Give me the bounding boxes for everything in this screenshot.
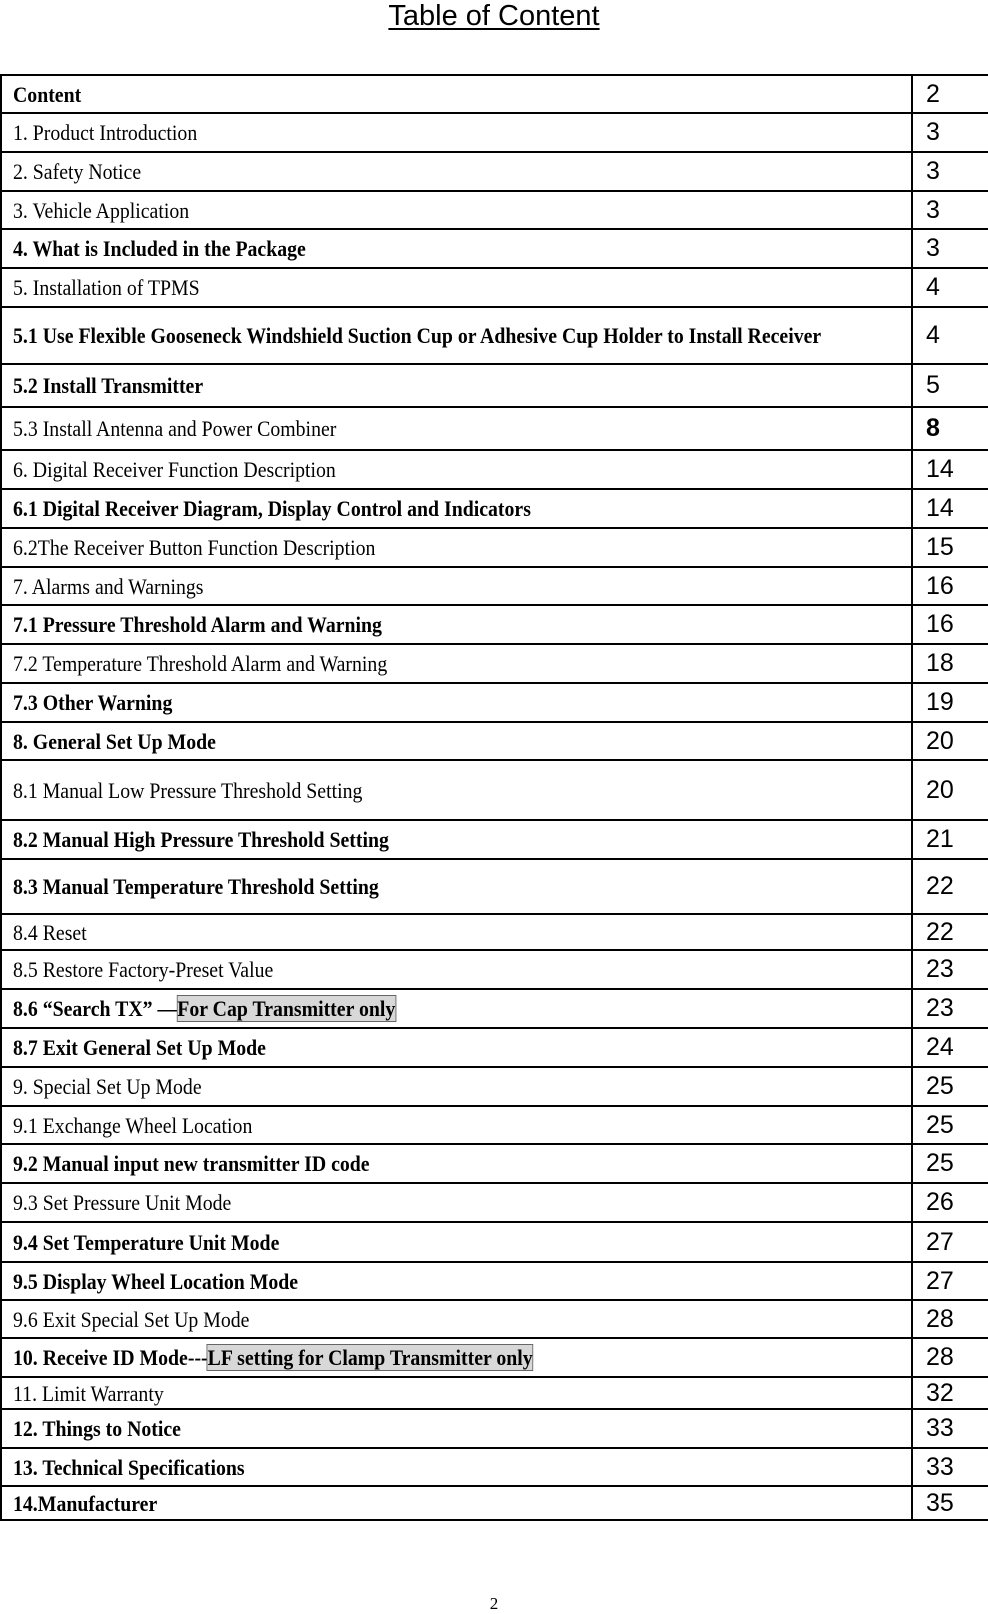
toc-entry-text: 9.1 Exchange Wheel Location [13, 1112, 253, 1138]
toc-row [1, 1409, 988, 1448]
toc-page-number: 23 [912, 989, 988, 1028]
toc-entry-text: 9.5 Display Wheel Location Mode [13, 1268, 299, 1294]
toc-entry [1, 1028, 912, 1067]
toc-entry [1, 307, 912, 364]
toc-row [1, 152, 988, 191]
toc-page-number: 22 [912, 859, 988, 914]
toc-page-number: 20 [912, 722, 988, 760]
toc-row [1, 229, 988, 268]
toc-page-number: 16 [912, 567, 988, 605]
toc-page-number: 4 [912, 307, 988, 364]
toc-entry-text: 7.1 Pressure Threshold Alarm and Warning [13, 612, 382, 637]
toc-entry-text: 7. Alarms and Warnings [13, 573, 204, 599]
toc-entry-text: 11. Limit Warranty [13, 1380, 164, 1406]
toc-row [1, 528, 988, 567]
toc-row [1, 914, 988, 950]
toc-entry-text: 13. Technical Specifications [13, 1454, 245, 1480]
toc-page-number: 3 [912, 229, 988, 268]
toc-entry [1, 1409, 912, 1448]
toc-page-number: 22 [912, 914, 988, 950]
toc-row [1, 1067, 988, 1106]
toc-page-number: 27 [912, 1222, 988, 1262]
toc-row [1, 268, 988, 307]
toc-entry-text: 6.2The Receiver Button Function Description [13, 535, 376, 560]
toc-row [1, 1448, 988, 1486]
toc-row [1, 489, 988, 528]
toc-entry-text: 9.2 Manual input new transmitter ID code [13, 1151, 370, 1176]
toc-page-number: 4 [912, 268, 988, 307]
toc-entry [1, 75, 912, 113]
toc-entry [1, 528, 912, 567]
toc-entry [1, 1448, 912, 1486]
toc-row [1, 1183, 988, 1222]
toc-page-number: 14 [912, 489, 988, 528]
toc-row [1, 644, 988, 683]
toc-row [1, 191, 988, 229]
toc-entry-text: 8.3 Manual Temperature Threshold Setting [13, 874, 379, 899]
toc-row [1, 364, 988, 407]
toc-page-number: 3 [912, 191, 988, 229]
toc-entry [1, 229, 912, 268]
toc-page-number: 26 [912, 1183, 988, 1222]
toc-entry-text: 8.6 “Search TX” — [13, 996, 178, 1021]
toc-row [1, 1338, 988, 1377]
toc-page-number: 24 [912, 1028, 988, 1067]
toc-page-number: 21 [912, 820, 988, 859]
toc-entry-text: 3. Vehicle Application [13, 197, 190, 223]
toc-entry [1, 450, 912, 489]
toc-row [1, 760, 988, 820]
toc-entry [1, 1338, 912, 1377]
toc-row [1, 1144, 988, 1183]
toc-entry-text: 5.1 Use Flexible Gooseneck Windshield Suction Cup or Adhesive Cup Holder to Install Receiver [13, 323, 822, 348]
toc-page-number: 19 [912, 683, 988, 722]
toc-entry-text: 14.Manufacturer [13, 1490, 158, 1516]
toc-entry-text: 8.1 Manual Low Pressure Threshold Setting [13, 777, 363, 803]
toc-entry [1, 950, 912, 989]
toc-entry [1, 605, 912, 644]
toc-entry [1, 113, 912, 152]
toc-row [1, 1028, 988, 1067]
toc-table [0, 74, 988, 1521]
toc-entry-text: 8.7 Exit General Set Up Mode [13, 1035, 266, 1060]
toc-entry-highlight: For Cap Transmitter only [177, 996, 396, 1021]
toc-entry [1, 989, 912, 1028]
toc-entry [1, 644, 912, 683]
toc-page-number: 32 [912, 1377, 988, 1409]
toc-entry-text: 5. Installation of TPMS [13, 275, 200, 300]
toc-entry [1, 268, 912, 307]
toc-entry [1, 1106, 912, 1144]
toc-page-number: 15 [912, 528, 988, 567]
toc-page-number: 28 [912, 1338, 988, 1377]
toc-entry [1, 859, 912, 914]
toc-row [1, 1300, 988, 1338]
toc-row [1, 989, 988, 1028]
toc-entry-text: 1. Product Introduction [13, 120, 198, 145]
toc-row [1, 1486, 988, 1520]
toc-entry-text: 5.3 Install Antenna and Power Combiner [13, 416, 337, 441]
toc-entry-text: 8.2 Manual High Pressure Threshold Setting [13, 827, 389, 852]
toc-page-number: 2 [912, 75, 988, 113]
toc-entry [1, 1377, 912, 1409]
toc-row [1, 407, 988, 450]
toc-page-number: 16 [912, 605, 988, 644]
toc-page-number: 5 [912, 364, 988, 407]
toc-entry [1, 1067, 912, 1106]
toc-row [1, 820, 988, 859]
toc-entry-text: 12. Things to Notice [13, 1416, 181, 1441]
toc-entry-highlight: LF setting for Clamp Transmitter only [207, 1345, 533, 1370]
toc-page-number: 25 [912, 1106, 988, 1144]
toc-row [1, 859, 988, 914]
toc-entry [1, 152, 912, 191]
toc-entry-text: 6. Digital Receiver Function Description [13, 457, 336, 482]
toc-entry-text: 6.1 Digital Receiver Diagram, Display Control and Indicators [13, 496, 531, 521]
toc-entry [1, 820, 912, 859]
toc-entry [1, 1300, 912, 1338]
toc-page-number: 25 [912, 1144, 988, 1183]
toc-page-number: 8 [912, 407, 988, 450]
toc-entry-text: 9.6 Exit Special Set Up Mode [13, 1306, 250, 1332]
toc-entry [1, 1222, 912, 1262]
toc-page-number: 33 [912, 1448, 988, 1486]
toc-entry-text: 8.5 Restore Factory-Preset Value [13, 957, 274, 982]
toc-page-number: 25 [912, 1067, 988, 1106]
toc-entry-text: 9.3 Set Pressure Unit Mode [13, 1190, 232, 1215]
toc-row [1, 307, 988, 364]
toc-row [1, 450, 988, 489]
toc-entry [1, 489, 912, 528]
toc-page-number: 27 [912, 1262, 988, 1300]
toc-entry [1, 914, 912, 950]
toc-row [1, 1377, 988, 1409]
toc-entry [1, 567, 912, 605]
toc-entry-text: 7.2 Temperature Threshold Alarm and Warning [13, 651, 388, 676]
toc-entry [1, 683, 912, 722]
toc-entry-text: 9. Special Set Up Mode [13, 1074, 202, 1099]
toc-entry-text: 10. Receive ID Mode--- [13, 1345, 208, 1370]
toc-entry [1, 1144, 912, 1183]
toc-row [1, 722, 988, 760]
toc-page-number: 18 [912, 644, 988, 683]
toc-entry-text: 5.2 Install Transmitter [13, 373, 204, 398]
toc-entry [1, 1183, 912, 1222]
toc-page-number: 28 [912, 1300, 988, 1338]
toc-page-number: 35 [912, 1486, 988, 1520]
toc-page-number: 14 [912, 450, 988, 489]
toc-entry [1, 760, 912, 820]
toc-entry-text: 8. General Set Up Mode [13, 728, 216, 754]
toc-page-number: 3 [912, 152, 988, 191]
toc-row [1, 1222, 988, 1262]
toc-page-number: 23 [912, 950, 988, 989]
toc-entry-text: 9.4 Set Temperature Unit Mode [13, 1229, 280, 1255]
toc-entry-text: 4. What is Included in the Package [13, 236, 306, 261]
toc-row [1, 75, 988, 113]
toc-row [1, 605, 988, 644]
toc-entry [1, 191, 912, 229]
toc-row [1, 683, 988, 722]
toc-page-number: 3 [912, 113, 988, 152]
toc-entry [1, 1486, 912, 1520]
toc-entry [1, 1262, 912, 1300]
toc-entry [1, 722, 912, 760]
page-title: Table of Content [388, 0, 600, 32]
toc-page-number: 20 [912, 760, 988, 820]
toc-entry-text: Content [13, 81, 82, 107]
toc-row [1, 1262, 988, 1300]
toc-entry-text: 2. Safety Notice [13, 159, 142, 184]
toc-row [1, 950, 988, 989]
toc-entry-text: 8.4 Reset [13, 919, 87, 945]
toc-row [1, 567, 988, 605]
toc-entry [1, 364, 912, 407]
toc-entry-text: 7.3 Other Warning [13, 690, 173, 715]
page-number: 2 [489, 1594, 499, 1613]
toc-page-number: 33 [912, 1409, 988, 1448]
toc-entry [1, 407, 912, 450]
toc-row [1, 113, 988, 152]
toc-row [1, 1106, 988, 1144]
